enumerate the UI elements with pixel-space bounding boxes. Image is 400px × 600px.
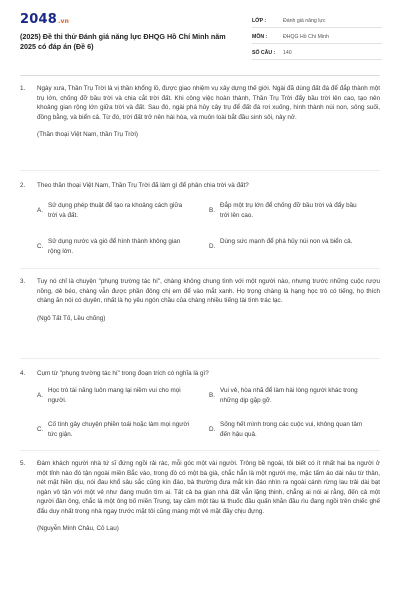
option-letter: C.	[37, 243, 44, 250]
question-3	[20, 277, 380, 323]
meta-value: ĐHQG Hồ Chí Minh	[283, 34, 329, 40]
question-number: 1.	[20, 85, 26, 92]
meta-key: LỚP :	[252, 18, 267, 24]
question-divider	[20, 268, 380, 269]
answer-option-a[interactable]	[37, 386, 193, 405]
question-number: 5.	[20, 460, 26, 467]
question-number: 4.	[20, 370, 26, 377]
header-divider	[20, 75, 380, 76]
option-text: Học trò tài năng luôn mang lại niềm vui cho mọi người.	[48, 387, 181, 404]
question-divider	[20, 450, 380, 451]
option-text: Sống hết mình trong các cuộc vui, không quan tâm đến hậu quả.	[220, 421, 363, 438]
option-text: Sử dụng phép thuật để tạo ra khoảng cách giữa trời và đất.	[48, 202, 183, 219]
document-header	[0, 0, 400, 68]
option-letter: D.	[209, 426, 216, 433]
answer-option-c[interactable]	[37, 420, 193, 439]
option-letter: B.	[209, 207, 215, 214]
option-text: Cố tình gây chuyện phiền toái hoặc làm mọi người tức giận.	[48, 421, 190, 438]
meta-table	[252, 12, 382, 60]
question-number: 2.	[20, 182, 26, 189]
question-body: Cụm từ "phụng trường tác hí" trong đoạn trích có nghĩa là gì?	[37, 370, 209, 377]
question-5	[20, 459, 380, 534]
logo-tld: .vn	[57, 18, 70, 25]
answer-option-d[interactable]	[209, 420, 365, 439]
question-source: (Nguyễn Minh Châu, Cỏ Lau)	[37, 525, 119, 532]
question-source: (Ngô Tất Tố, Lều chõng)	[37, 314, 106, 322]
question-body: Tuy nó chỉ là chuyện "phụng trường tác hí", chàng không chung tình với một người nào, nhưng trước những cuộc rượu nồng, dẻ béo, chàng vẫn được phần đông chị em để vào mắt xanh. Họ trọng chàng là hạng học trò có tiếng, họ thích chàng ăn nói có duyên, nhất là họ yêu ngón chầu của chàng nhiều tiếng tài tình trác lạc.	[37, 278, 380, 304]
document-title: (2025) Đề thi thử Đánh giá năng lực ĐHQG Hồ Chí Minh năm 2025 có đáp án (Đề 6)	[20, 32, 226, 51]
meta-row-class	[252, 12, 382, 28]
question-source: (Thần thoại Việt Nam, thần Trụ Trời)	[37, 131, 138, 138]
answer-option-d[interactable]	[209, 237, 365, 250]
option-text: Dùng sức mạnh để phá hủy núi non và biển cả.	[220, 238, 353, 245]
option-letter: C.	[37, 426, 44, 433]
answer-option-a[interactable]	[37, 201, 193, 220]
question-divider	[20, 170, 380, 171]
meta-key: SỐ CÂU :	[252, 50, 276, 56]
option-letter: D.	[209, 243, 216, 250]
site-logo[interactable]	[20, 12, 69, 27]
answer-option-b[interactable]	[209, 386, 365, 405]
meta-value: Đánh giá năng lực	[283, 18, 326, 24]
question-divider	[20, 358, 380, 359]
question-2	[20, 181, 380, 191]
meta-row-subject	[252, 28, 382, 44]
option-text: Sử dụng nước và gió để hình thành không gian rộng lớn.	[48, 238, 181, 255]
question-1	[20, 84, 380, 140]
option-letter: B.	[209, 392, 215, 399]
logo-text: 2048	[20, 12, 57, 27]
option-letter: A.	[37, 207, 43, 214]
question-body: Ngày xưa, Thần Trụ Trời là vị thần khổng lồ, được giao nhiệm vụ xây dựng thế giới. Ngài đã dùng đất đá để đắp thành một trụ lớn, chống đỡ bầu trời và chia cắt trời đất. Khi công việc hoàn thành, Thần Trụ Trời đẩy bầu trời lên cao, tạo nên khoảng gian rộng lớn giữa trời và đất. Sau đó, ngài phá hủy cây trụ để đất đá rơi xuống, hình thành núi non, sông suối, đồng bằng, và biển cả. Từ đó, trời đất trở nên hài hòa, và muôn loài bắt đầu sinh sôi, nảy nở.	[37, 85, 380, 121]
question-4	[20, 369, 380, 379]
meta-row-count	[252, 44, 382, 60]
meta-value: 140	[283, 50, 292, 56]
question-body: Đám khách người nhà tứ sĩ đứng ngồi rải rác, mỗi góc một vài người. Trông bề ngoài, tôi biết có ít nhất hai ba người ở một tỉnh nào đó tận ngoài miền Bắc vào, trong đó có một bà già, chắc hẳn là một người mẹ, mặc tấm áo dài nâu từ thân, nét mặt hiền dịu, nói đau khổ sâu sắc cũng kín đáo, bà thường đưa mắt kín đáo nhìn ra ngoài cánh rừng lau trải dài bạt ngàn vô tận với một vẻ như đang muốn tìm ai. Tất cả ba gian nhà đất vẫn lặng thinh, chẳng ai nói ai rằng, đến cả một người đàn ông, chắc là một ông bố miền Trung, tay cầm một tàu lá thuốc đầu quấn khăn đầu rìu đang ngồi trên chiếc ghế đẩu duy nhất trong nhà ngay trước mặt tôi cũng mang một vẻ mặt đầy chịu đựng.	[37, 460, 380, 515]
meta-key: MÔN :	[252, 34, 268, 40]
answer-option-b[interactable]	[209, 201, 365, 220]
question-body: Theo thần thoại Việt Nam, Thần Trụ Trời đã làm gì để phân chia trời và đất?	[37, 182, 249, 189]
question-number: 3.	[20, 278, 26, 285]
answer-option-c[interactable]	[37, 237, 193, 256]
option-text: Vui vẻ, hòa nhã để làm hài lòng người khác trong những dịp gặp gỡ.	[220, 387, 358, 404]
option-letter: A.	[37, 392, 43, 399]
option-text: Đắp một trụ lớn để chống đỡ bầu trời và đẩy bầu trời lên cao.	[220, 202, 357, 219]
